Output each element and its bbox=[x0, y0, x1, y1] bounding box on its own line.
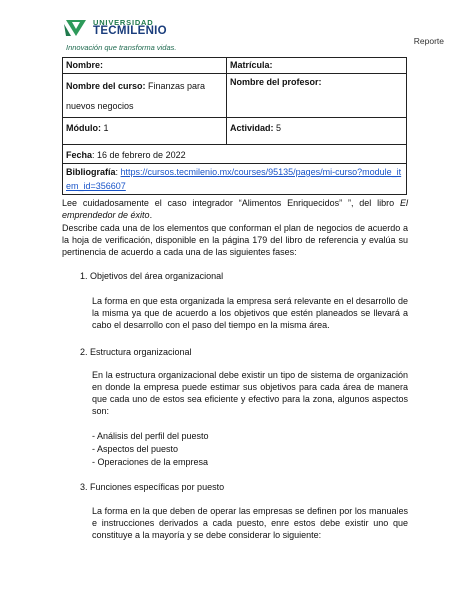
modulo-cell[interactable] bbox=[63, 118, 227, 145]
bibliografia-label: Bibliografía bbox=[66, 167, 116, 177]
curso-cell[interactable] bbox=[63, 74, 227, 118]
list-item: - Análisis del perfil del puesto bbox=[92, 431, 209, 441]
modulo-value: 1 bbox=[101, 123, 109, 133]
section-3-heading: 3. Funciones específicas por puesto bbox=[80, 482, 225, 492]
section-1-text: La forma en que esta organizada la empresa será relevante en el desarrollo de la misma ya que de acuerdo a los objetivos que estén planeados se llevará a cabo el desarrollo con el paso del tiempo en la misma área. bbox=[92, 296, 408, 330]
modulo-label: Módulo: bbox=[66, 123, 101, 133]
bibliografia-link[interactable]: https://cursos.tecmilenio.mx/courses/95135/pages/mi-curso?module_item_id=356607 bbox=[66, 167, 402, 191]
section-3-text: La forma en la que deben de operar las empresas se definen por los manuales e instrucciones derivados a cada puesto, enre estos debe existir uno que constituye a la mayoría y se debe considerar lo siguiente: bbox=[92, 506, 408, 540]
section-1-heading: 1. Objetivos del área organizacional bbox=[80, 271, 224, 281]
list-item: - Aspectos del puesto bbox=[92, 444, 179, 454]
curso-label: Nombre del curso: bbox=[66, 81, 146, 91]
actividad-cell[interactable] bbox=[227, 118, 407, 145]
matricula-label: Matrícula: bbox=[230, 60, 273, 70]
fecha-label: Fecha bbox=[66, 150, 93, 160]
section-2-text: En la estructura organizacional debe existir un tipo de sistema de organización en donde la empresa puede estimar sus objetivos para cada área de manera que cada uno de estos sea eficiente y efectivo para la zona, algunos aspectos son: bbox=[92, 370, 408, 416]
student-info-table bbox=[62, 57, 407, 195]
section-2-heading: 2. Estructura organizacional bbox=[80, 347, 192, 357]
matricula-cell[interactable] bbox=[227, 58, 407, 74]
book-title: El emprendedor de éxito bbox=[62, 198, 408, 220]
profesor-cell[interactable] bbox=[227, 74, 407, 118]
nombre-label: Nombre: bbox=[66, 60, 104, 70]
brand-top: UNIVERSIDAD bbox=[93, 18, 154, 27]
actividad-label: Actividad: bbox=[230, 123, 274, 133]
intro-text-b: . bbox=[149, 210, 153, 220]
nombre-cell[interactable] bbox=[63, 58, 227, 74]
fecha-cell[interactable] bbox=[63, 145, 407, 164]
brand-name: TECMILENIO bbox=[93, 25, 167, 37]
curso-value: Finanzas para nuevos negocios bbox=[66, 81, 206, 111]
brand-slogan: Innovación que transforma vidas. bbox=[66, 43, 177, 52]
intro-paragraph-1 bbox=[62, 197, 408, 221]
document-type-label: Reporte bbox=[413, 36, 444, 46]
bibliografia-cell bbox=[63, 164, 407, 195]
actividad-value: 5 bbox=[273, 123, 282, 133]
bibliografia-sep: : bbox=[115, 167, 121, 177]
intro-paragraph-2: Describe cada una de los elementos que conforman el plan de negocios de acuerdo a la hoja de verificación, disponible en la página 179 del libro de referencia y evalúa su pertinencia de acuerdo a cada una de las siguientes fases: bbox=[62, 223, 408, 257]
intro-text-a: Lee cuidadosamente el caso integrador “Alimentos Enriquecidos” ”, del libro bbox=[62, 198, 400, 208]
list-item: - Operaciones de la empresa bbox=[92, 457, 209, 467]
profesor-label: Nombre del profesor: bbox=[230, 77, 322, 87]
fecha-value: : 16 de febrero de 2022 bbox=[92, 150, 186, 160]
